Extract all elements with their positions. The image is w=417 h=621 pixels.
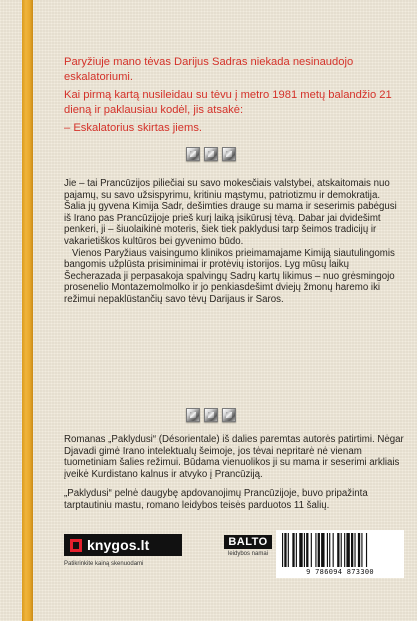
barcode-bar <box>358 533 360 567</box>
ornament-divider-2 <box>186 408 236 422</box>
silver-stud-icon <box>204 147 218 161</box>
intro-line-2: Kai pirmą kartą nusileidau su tėvu į metro 1981 metų balandžio 21 dieną ir paklausiau kodėl, jis atsakė: <box>64 89 392 116</box>
barcode-bar <box>284 533 286 567</box>
barcode-bar <box>306 533 308 567</box>
silver-stud-icon <box>222 408 236 422</box>
intro-quote <box>64 55 404 136</box>
gold-spine-stripe <box>22 0 33 621</box>
isbn-number: 9 786094 873300 <box>306 568 374 576</box>
barcode-bar <box>315 533 316 567</box>
barcode-bar <box>296 533 297 567</box>
barcode-bar <box>299 533 302 567</box>
barcode-bar <box>333 533 334 567</box>
balto-logo: BALTO <box>224 535 271 549</box>
ornament-divider-1 <box>186 147 236 161</box>
description-paragraph-3: Romanas „Paklydusi“ (Désorientale) iš dalies paremtas autorės patirtimi. Nėgar Djavadi gimė Irano intelektualų šeimoje, jos tėvai nepritarė nė vienam tuometiniam šalies režimui. Būdama vienuolikos ji su mama ir seserimi arkliais įveikė Kurdistano kalnus ir atvyko į Prancūziją. <box>64 434 404 480</box>
barcode-bar <box>321 533 324 567</box>
barcode-bar <box>341 533 342 567</box>
barcode-bar <box>327 533 328 567</box>
knygos-logo[interactable] <box>64 534 182 556</box>
publisher-block <box>224 532 272 557</box>
barcode-bar <box>344 533 345 567</box>
barcode-bar <box>304 533 305 567</box>
silver-stud-icon <box>222 147 236 161</box>
balto-subtitle: leidybos namai <box>227 551 269 557</box>
knygos-logo-text: knygos.lt <box>87 537 150 553</box>
barcode-bar <box>366 533 367 567</box>
isbn-barcode <box>276 530 404 578</box>
description-paragraph-2: Vienos Paryžiaus vaisingumo klinikos prieimamajame Kimiją siautulingomis bangomis užplūsta prisiminimai ir protėvių istorijos. Lyg mūsų laikų Šecherazada ji perpasakoja spalvingų Sadrų kartų likimus – nuo grėsmingojo prosenelio Montazemolmolko ir jo penkiasdešimt dviejų žmonų haremo iki režimui nepaklūstančių savo tėvų Darijaus ir Saros. <box>64 247 395 305</box>
back-cover-footer <box>64 530 414 600</box>
silver-stud-icon <box>186 408 200 422</box>
description-part-1 <box>64 178 404 306</box>
silver-stud-icon <box>204 408 218 422</box>
silver-stud-icon <box>186 147 200 161</box>
barcode-bar <box>318 533 320 567</box>
barcode-bar <box>361 533 362 567</box>
barcode-icon <box>282 533 398 567</box>
barcode-bar <box>311 533 312 567</box>
intro-line-3: – Eskalatorius skirtas jiems. <box>64 122 203 134</box>
intro-line-1: Paryžiuje mano tėvas Darijus Sadras niekada nesinaudojo eskalatoriumi. <box>64 56 354 83</box>
knygos-note: Patikrinkite kainą skenuodami <box>64 561 144 567</box>
barcode-bar <box>329 533 330 567</box>
description-part-2 <box>64 434 404 512</box>
barcode-bar <box>292 533 294 567</box>
barcode-bar <box>288 533 289 567</box>
barcode-bar <box>354 533 355 567</box>
description-paragraph-1: Jie – tai Prancūzijos piliečiai su savo mokesčiais valstybei, atskaitomais nuo pajamų, su savo užsispyrimu, kritiniu mąstymu, patriotizmu ir demokratija. Šalia jų gyvena Kimija Sadr, dešimties drauge su mama ir seserimis pabėgusi iš Irano pas Prancūzijoje prieš kurį laiką įsikūrusį tėvą. Dabar jai dvidešimt penkeri, ji – šiuolaikinė moteris, šiek tiek paklydusi tarp šeimos tradicijų ir vakarietiškos kultūros bei gyvenimo būdo. <box>64 178 397 247</box>
barcode-bar <box>337 533 339 567</box>
barcode-bar <box>282 533 283 567</box>
description-paragraph-4: „Paklydusi“ pelnė daugybę apdovanojimų Prancūzijoje, buvo pripažinta tarptautiniu mastu, romano leidybos teisės parduotos 11 šalių. <box>64 488 368 511</box>
barcode-bar <box>351 533 353 567</box>
barcode-bar <box>346 533 349 567</box>
knygos-mark-icon <box>70 539 82 552</box>
